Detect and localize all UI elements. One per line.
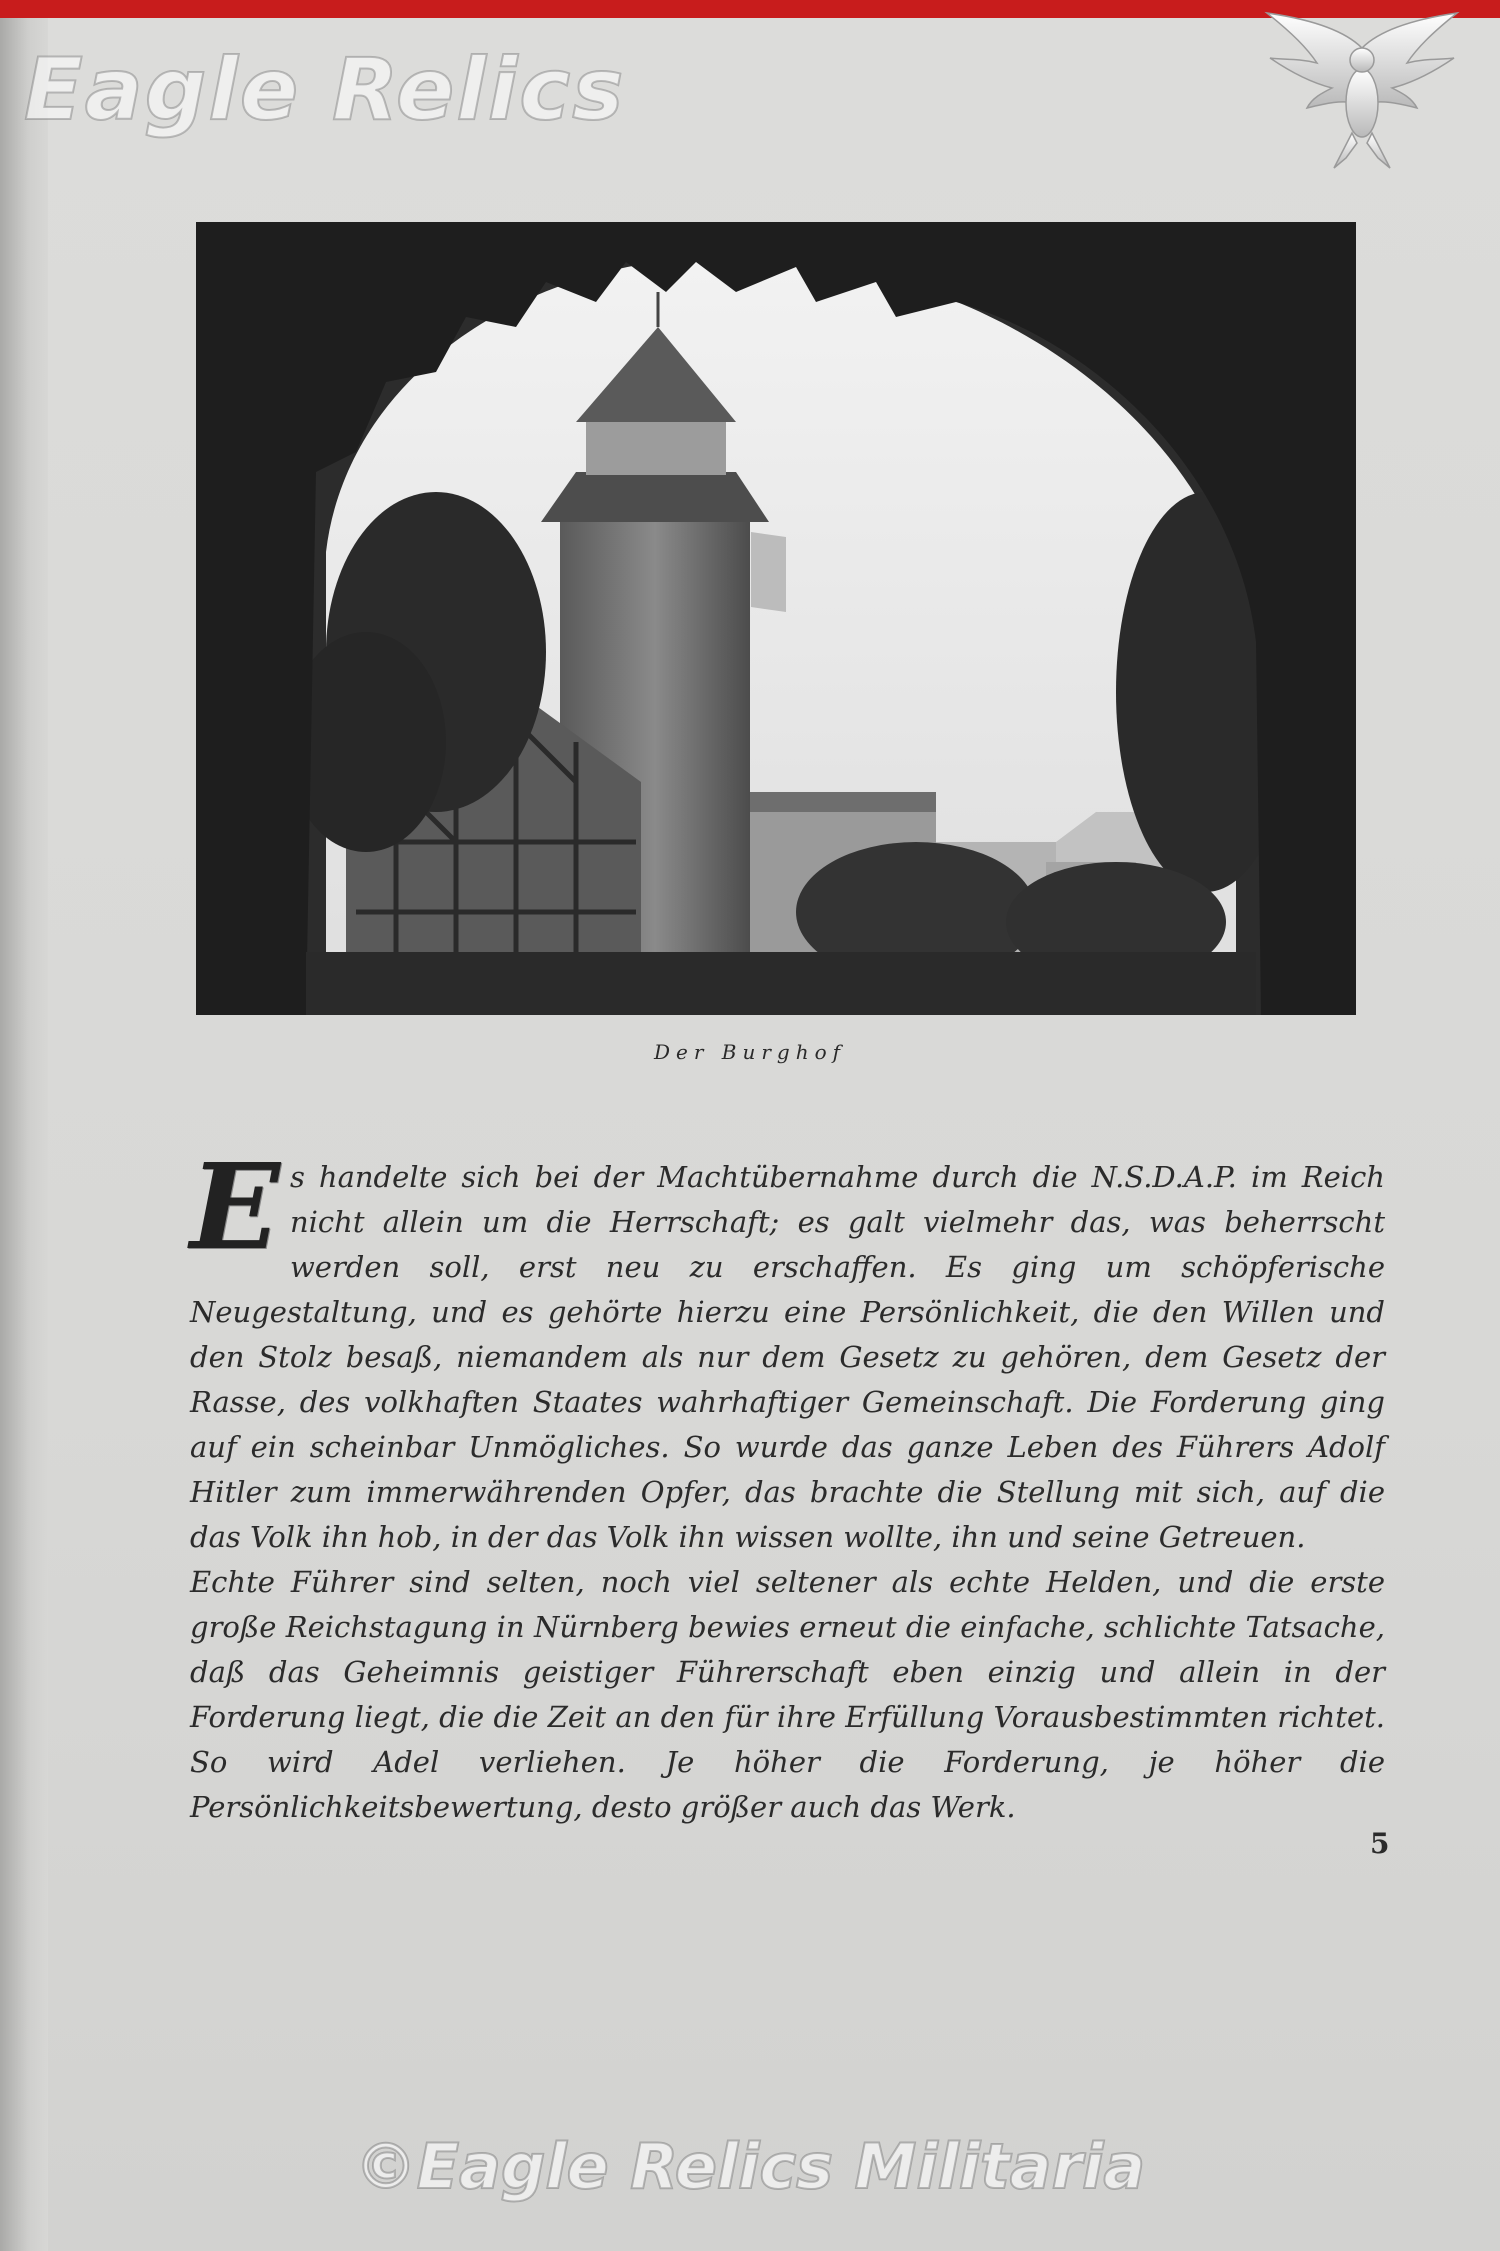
drop-cap: E bbox=[190, 1137, 280, 1276]
body-text bbox=[190, 1137, 1385, 1830]
burghof-image bbox=[196, 222, 1356, 1015]
castle-photograph bbox=[196, 222, 1356, 1015]
paragraph-2: Echte Führer sind selten, noch viel seltener als echte Helden, und die erste große Reichstagung in Nürnberg bewies erneut die einfache, schlichte Tatsache, daß das Geheimnis geistiger Führerschaft eben einzig und allein in der Forderung liegt, die die Zeit an den für ihre Erfüllung Vorausbestimmten richtet. So wird Adel verliehen. Je höher die Forderung, je höher die Persönlichkeitsbewertung, desto größer auch das Werk. bbox=[190, 1565, 1385, 1824]
page-gutter bbox=[0, 18, 48, 2251]
watermark-bottom: ©Eagle Relics Militaria bbox=[354, 2130, 1146, 2203]
paragraph-1-text: s handelte sich bei der Machtübernahme durch die N.S.D.A.P. im Reich nicht allein um die Herrschaft; es galt vielmehr das, was beherrscht werden soll, erst neu zu erschaffen. Es ging um schöpferische Neugestaltung, und es gehörte hierzu eine Persönlichkeit, die den Willen und den Stolz besaß, niemandem als nur dem Gesetz zu gehören, dem Gesetz der Rasse, des volkhaften Staates wahrhaftiger Gemeinschaft. Die Forderung ging auf ein scheinbar Unmögliches. So wurde das ganze Leben des Führers Adolf Hitler zum immerwährenden Opfer, das brachte die Stellung mit sich, auf die das Volk ihn hob, in der das Volk ihn wissen wollte, ihn und seine Getreuen. bbox=[190, 1160, 1385, 1554]
page-number: 5 bbox=[1370, 1827, 1390, 1860]
paragraph-1 bbox=[190, 1137, 1385, 1560]
photo-caption: Der Burghof bbox=[653, 1040, 847, 1064]
eagle-logo-icon bbox=[1262, 8, 1462, 178]
watermark-top: Eagle Relics bbox=[24, 40, 626, 140]
